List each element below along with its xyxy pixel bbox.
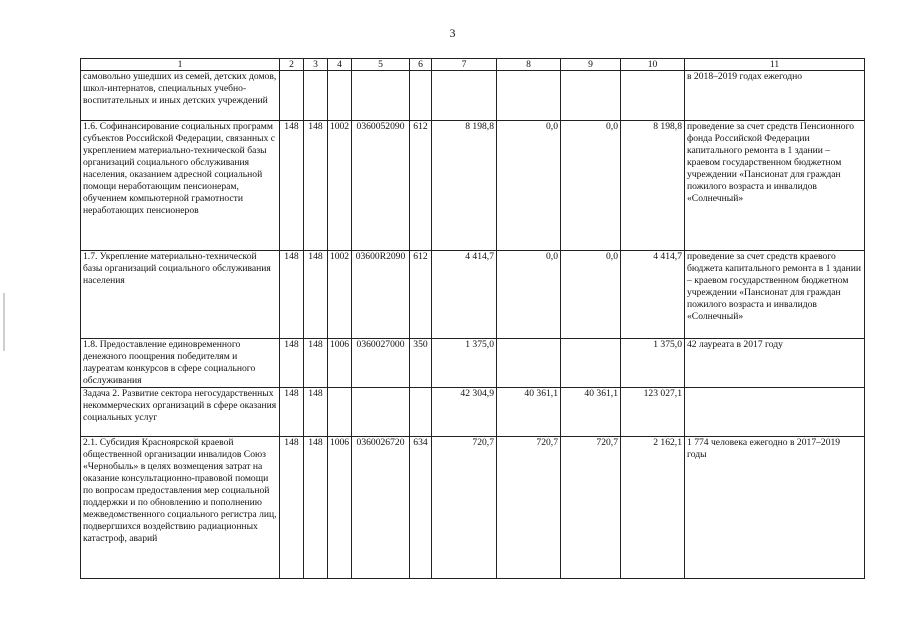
amount-2017-cell: 8 198,8 xyxy=(432,121,497,251)
expense-type-cell xyxy=(410,71,432,121)
table-row xyxy=(81,388,865,437)
amount-2018-cell xyxy=(497,71,561,121)
amount-2019-cell xyxy=(561,71,621,121)
table-row xyxy=(81,71,865,121)
activity-cell: 1.8. Предоставление единовременного денежного поощрения победителям и лауреатам конкурсов в сфере социального обслуживания xyxy=(81,339,280,388)
section-code-cell: 1006 xyxy=(328,339,352,388)
grbs-code-cell: 148 xyxy=(304,388,328,437)
amount-2019-cell xyxy=(561,339,621,388)
grbs-code-cell: 148 xyxy=(304,339,328,388)
header-cell: 4 xyxy=(328,59,352,71)
header-cell: 7 xyxy=(432,59,497,71)
target-code-cell xyxy=(352,71,410,121)
amount-2019-cell: 0,0 xyxy=(561,251,621,339)
amount-2018-cell: 0,0 xyxy=(497,251,561,339)
expected-result-cell xyxy=(685,388,865,437)
budget-table xyxy=(80,58,865,579)
expected-result-cell: 1 774 человека ежегодно в 2017–2019 годы xyxy=(685,437,865,579)
expense-type-cell: 612 xyxy=(410,251,432,339)
header-cell: 5 xyxy=(352,59,410,71)
amount-2017-cell xyxy=(432,71,497,121)
expense-type-cell: 634 xyxy=(410,437,432,579)
expense-type-cell xyxy=(410,388,432,437)
table-row xyxy=(81,121,865,251)
amount-2019-cell: 0,0 xyxy=(561,121,621,251)
amount-2018-cell: 40 361,1 xyxy=(497,388,561,437)
amount-2019-cell: 40 361,1 xyxy=(561,388,621,437)
target-code-cell: 0360027000 xyxy=(352,339,410,388)
gr-code-cell: 148 xyxy=(280,121,304,251)
amount-2017-cell: 720,7 xyxy=(432,437,497,579)
grbs-code-cell: 148 xyxy=(304,251,328,339)
amount-2019-cell: 720,7 xyxy=(561,437,621,579)
header-cell: 6 xyxy=(410,59,432,71)
amount-total-cell: 8 198,8 xyxy=(621,121,685,251)
grbs-code-cell: 148 xyxy=(304,437,328,579)
section-code-cell xyxy=(328,388,352,437)
section-code-cell: 1006 xyxy=(328,437,352,579)
header-cell: 10 xyxy=(621,59,685,71)
header-cell: 9 xyxy=(561,59,621,71)
expected-result-cell: 42 лауреата в 2017 году xyxy=(685,339,865,388)
section-code-cell xyxy=(328,71,352,121)
amount-2017-cell: 42 304,9 xyxy=(432,388,497,437)
header-cell: 3 xyxy=(304,59,328,71)
amount-total-cell: 4 414,7 xyxy=(621,251,685,339)
grbs-code-cell xyxy=(304,71,328,121)
header-row xyxy=(81,59,865,71)
page-number: 3 xyxy=(449,26,456,40)
target-code-cell: 0360026720 xyxy=(352,437,410,579)
amount-total-cell: 2 162,1 xyxy=(621,437,685,579)
amount-2018-cell: 720,7 xyxy=(497,437,561,579)
amount-2018-cell: 0,0 xyxy=(497,121,561,251)
expense-type-cell: 350 xyxy=(410,339,432,388)
target-code-cell: 0360052090 xyxy=(352,121,410,251)
activity-cell: Задача 2. Развитие сектора негосударственных некоммерческих организаций в сфере оказания социальных услуг xyxy=(81,388,280,437)
section-code-cell: 1002 xyxy=(328,251,352,339)
amount-total-cell xyxy=(621,71,685,121)
table-row xyxy=(81,339,865,388)
gr-code-cell xyxy=(280,71,304,121)
header-cell: 1 xyxy=(81,59,280,71)
amount-total-cell: 123 027,1 xyxy=(621,388,685,437)
amount-total-cell: 1 375,0 xyxy=(621,339,685,388)
target-code-cell: 03600R2090 xyxy=(352,251,410,339)
target-code-cell xyxy=(352,388,410,437)
section-code-cell: 1002 xyxy=(328,121,352,251)
amount-2018-cell xyxy=(497,339,561,388)
header-cell: 8 xyxy=(497,59,561,71)
activity-cell: самовольно ушедших из семей, детских домов, школ-интернатов, специальных учебно-воспитательных и иных детских учреждений xyxy=(81,71,280,121)
expected-result-cell: проведение за счет средств краевого бюджета капитального ремонта в 1 здании – краевом государственном бюджетном учреждении «Пансионат для граждан пожилого возраста и инвалидов «Солнечный» xyxy=(685,251,865,339)
header-cell: 11 xyxy=(685,59,865,71)
expense-type-cell: 612 xyxy=(410,121,432,251)
table-row xyxy=(81,437,865,579)
expected-result-cell: в 2018–2019 годах ежегодно xyxy=(685,71,865,121)
gr-code-cell: 148 xyxy=(280,339,304,388)
header-cell: 2 xyxy=(280,59,304,71)
amount-2017-cell: 4 414,7 xyxy=(432,251,497,339)
grbs-code-cell: 148 xyxy=(304,121,328,251)
scan-edge-mark xyxy=(3,293,5,351)
gr-code-cell: 148 xyxy=(280,388,304,437)
table-row xyxy=(81,251,865,339)
gr-code-cell: 148 xyxy=(280,437,304,579)
amount-2017-cell: 1 375,0 xyxy=(432,339,497,388)
activity-cell: 2.1. Субсидия Красноярской краевой общественной организации инвалидов Союз «Чернобыль» в целях возмещения затрат на оказание консультационно-правовой помощи по вопросам предоставления мер социальной поддержки и по обновлению и пополнению межведомственного социального регистра лиц, подвергшихся воздействию радиационных катастроф, аварий xyxy=(81,437,280,579)
activity-cell: 1.7. Укрепление материально-технической базы организаций социального обслуживания населения xyxy=(81,251,280,339)
activity-cell: 1.6. Софинансирование социальных программ субъектов Российской Федерации, связанных с укреплением материально-технической базы организаций социального обслуживания населения, оказанием адресной социальной помощи неработающим пенсионерам, обучением компьютерной грамотности неработающих пенсионеров xyxy=(81,121,280,251)
expected-result-cell: проведение за счет средств Пенсионного фонда Российской Федерации капитального ремонта в 1 здании – краевом государственном бюджетном учреждении «Пансионат для граждан пожилого возраста и инвалидов «Солнечный» xyxy=(685,121,865,251)
gr-code-cell: 148 xyxy=(280,251,304,339)
